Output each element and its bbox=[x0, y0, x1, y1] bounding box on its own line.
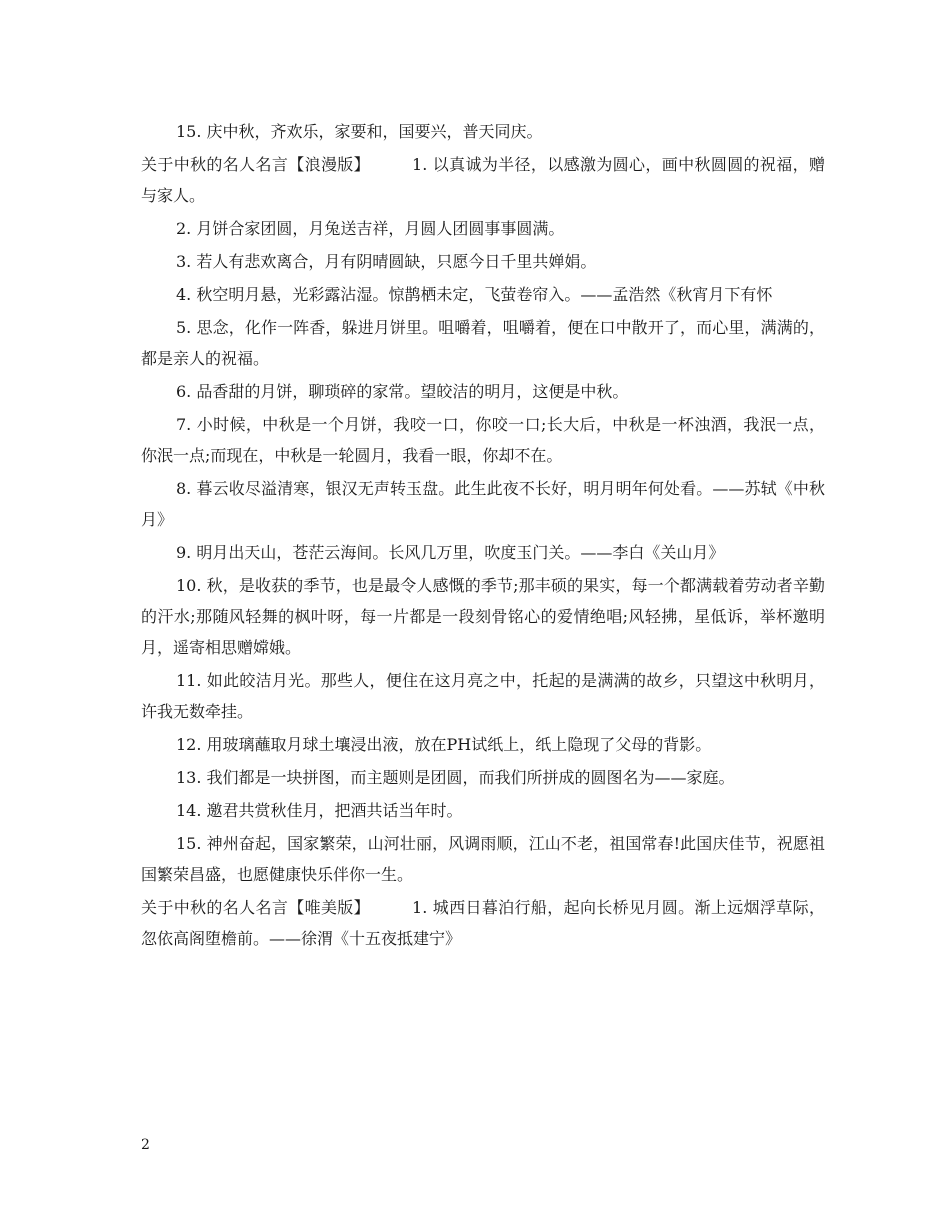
section-paragraph bbox=[141, 892, 825, 954]
paragraph-text: 12. 用玻璃蘸取月球土壤浸出液，放在PH试纸上，纸上隐现了父母的背影。 bbox=[176, 735, 712, 754]
paragraph-text: 13. 我们都是一块拼图，而主题则是团圆，而我们所拼成的圆图名为——家庭。 bbox=[176, 768, 735, 787]
paragraph bbox=[141, 729, 825, 760]
page-number: 2 bbox=[141, 1137, 150, 1153]
section-heading: 关于中秋的名人名言【唯美版】 bbox=[141, 898, 371, 917]
paragraph bbox=[141, 116, 825, 147]
paragraph-text: 15. 神州奋起，国家繁荣，山河壮丽，风调雨顺，江山不老，祖国常春!此国庆佳节，祝愿祖国繁荣昌盛，也愿健康快乐伴你一生。 bbox=[141, 834, 825, 884]
paragraph-text: 3. 若人有悲欢离合，月有阴晴圆缺，只愿今日千里共婵娟。 bbox=[176, 252, 597, 271]
paragraph-text: 11. 如此皎洁月光。那些人，便住在这月亮之中，托起的是满满的故乡，只望这中秋明月，许我无数牵挂。 bbox=[141, 671, 825, 721]
paragraph-text: 1. 城西日暮泊行船，起向长桥见月圆。渐上远烟浮草际，忽依高阁堕檐前。——徐渭《十五夜抵建宁》 bbox=[141, 898, 825, 948]
paragraph bbox=[141, 537, 825, 568]
paragraph bbox=[141, 246, 825, 277]
paragraph bbox=[141, 828, 825, 890]
paragraph-text: 14. 邀君共赏秋佳月，把酒共话当年时。 bbox=[176, 801, 463, 820]
paragraph-text: 9. 明月出天山，苍茫云海间。长风几万里，吹度玉门关。——李白《关山月》 bbox=[176, 543, 725, 562]
paragraph-text: 6. 品香甜的月饼，聊琐碎的家常。望皎洁的明月，这便是中秋。 bbox=[176, 382, 629, 401]
paragraph bbox=[141, 570, 825, 663]
document-body bbox=[141, 116, 825, 956]
paragraph bbox=[141, 376, 825, 407]
paragraph-text: 2. 月饼合家团圆，月兔送吉祥，月圆人团圆事事圆满。 bbox=[176, 219, 565, 238]
paragraph bbox=[141, 409, 825, 471]
section-paragraph bbox=[141, 149, 825, 211]
section-heading: 关于中秋的名人名言【浪漫版】 bbox=[141, 155, 371, 174]
paragraph-text: 15. 庆中秋，齐欢乐，家要和，国要兴，普天同庆。 bbox=[176, 122, 543, 141]
paragraph-text: 8. 暮云收尽溢清寒，银汉无声转玉盘。此生此夜不长好，明月明年何处看。——苏轼《中秋月》 bbox=[141, 479, 825, 529]
paragraph bbox=[141, 665, 825, 727]
paragraph-text: 5. 思念，化作一阵香，躲进月饼里。咀嚼着，咀嚼着，便在口中散开了，而心里，满满的，都是亲人的祝福。 bbox=[141, 318, 825, 368]
paragraph bbox=[141, 279, 825, 310]
paragraph bbox=[141, 213, 825, 244]
paragraph-text: 7. 小时候，中秋是一个月饼，我咬一口，你咬一口;长大后，中秋是一杯浊酒，我泯一点，你泯一点;而现在，中秋是一轮圆月，我看一眼，你却不在。 bbox=[141, 415, 825, 465]
paragraph bbox=[141, 473, 825, 535]
paragraph bbox=[141, 312, 825, 374]
paragraph-text: 10. 秋，是收获的季节，也是最令人感慨的季节;那丰硕的果实，每一个都满载着劳动者辛勤的汗水;那随风轻舞的枫叶呀，每一片都是一段刻骨铭心的爱情绝唱;风轻拂，星低诉，举杯邀明月，遥寄相思赠嫦娥。 bbox=[141, 576, 825, 657]
paragraph bbox=[141, 795, 825, 826]
paragraph-text: 4. 秋空明月悬，光彩露沾湿。惊鹊栖未定，飞萤卷帘入。——孟浩然《秋宵月下有怀 bbox=[176, 285, 773, 304]
paragraph bbox=[141, 762, 825, 793]
paragraph-text: 1. 以真诚为半径，以感激为圆心，画中秋圆圆的祝福，赠与家人。 bbox=[141, 155, 825, 205]
